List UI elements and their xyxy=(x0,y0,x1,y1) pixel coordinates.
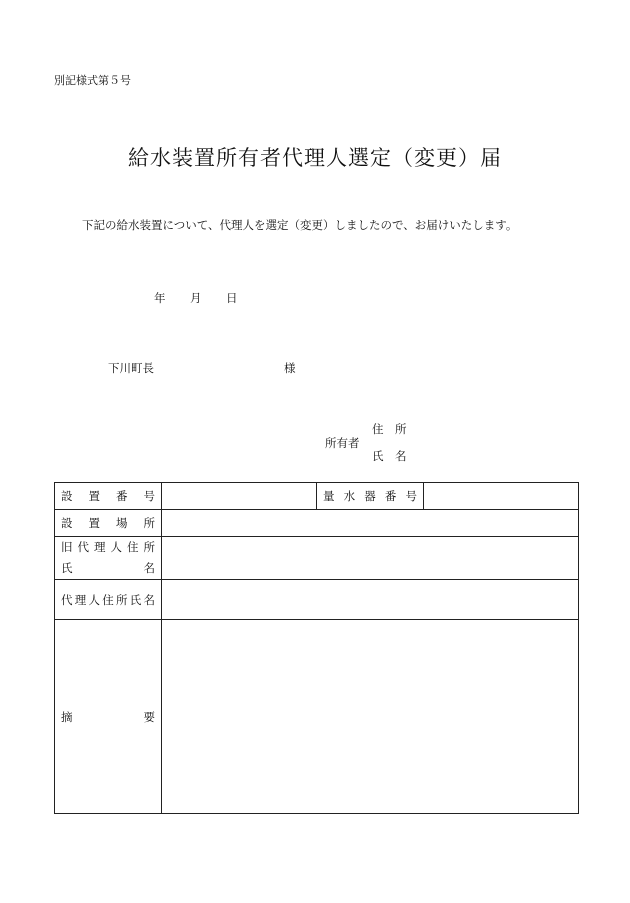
meter-number-label: 量水器番号 xyxy=(317,483,424,510)
intro-text: 下記の給水装置について、代理人を選定（変更）しましたので、お届けいたします。 xyxy=(82,218,518,232)
table-row xyxy=(55,510,579,537)
summary-label: 摘要 xyxy=(55,620,162,814)
table-row xyxy=(55,483,579,510)
agent-label: 代理人住所氏名 xyxy=(55,580,162,620)
old-agent-label-line1: 旧代理人住所 xyxy=(61,540,155,554)
summary-field[interactable] xyxy=(162,620,579,814)
owner-address-label: 住 所 xyxy=(372,422,407,436)
date-day-label: 日 xyxy=(226,291,238,305)
meter-number-field[interactable] xyxy=(424,483,579,510)
table-row xyxy=(55,537,579,580)
install-number-label: 設置番号 xyxy=(55,483,162,510)
install-location-field[interactable] xyxy=(162,510,579,537)
date-year-label: 年 xyxy=(154,291,166,305)
date-month-label: 月 xyxy=(190,291,202,305)
agent-field[interactable] xyxy=(162,580,579,620)
old-agent-label-line2: 氏名 xyxy=(61,561,155,575)
addressee-honorific: 様 xyxy=(284,361,296,375)
install-number-field[interactable] xyxy=(162,483,317,510)
form-number: 別記様式第５号 xyxy=(54,74,131,87)
application-table xyxy=(54,482,579,814)
owner-name-label: 氏 名 xyxy=(372,449,407,463)
install-location-label: 設置場所 xyxy=(55,510,162,537)
owner-label: 所有者 xyxy=(325,436,360,450)
table-row xyxy=(55,580,579,620)
document-title: 給水装置所有者代理人選定（変更）届 xyxy=(128,146,502,170)
old-agent-field[interactable] xyxy=(162,537,579,580)
old-agent-label xyxy=(55,537,162,580)
addressee-name: 下川町長 xyxy=(108,361,154,375)
table-row xyxy=(55,620,579,814)
